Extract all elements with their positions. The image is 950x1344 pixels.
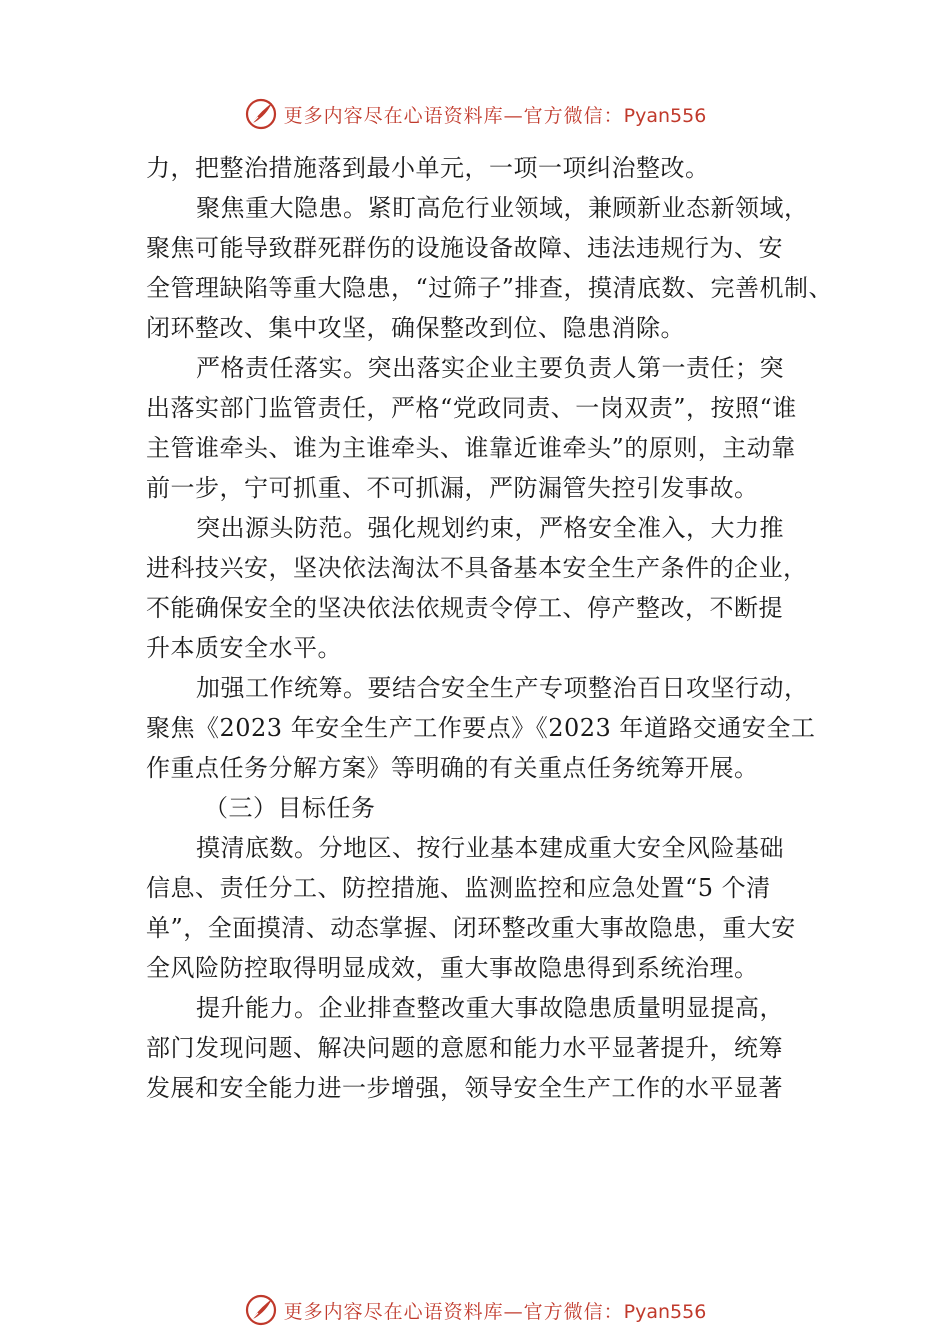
- body-line: 出落实部门监管责任，严格“党政同责、一岗双责”，按照“谁: [146, 394, 797, 422]
- body-line: 突出源头防范。强化规划约束，严格安全准入，大力推: [196, 514, 784, 542]
- body-line: 发展和安全能力进一步增强，领导安全生产工作的水平显著: [146, 1074, 783, 1102]
- body-line: 全管理缺陷等重大隐患，“过筛子”排查，摸清底数、完善机制、: [146, 274, 834, 302]
- watermark-text: 更多内容尽在心语资料库—官方微信：Pyan556: [283, 104, 707, 127]
- header-watermark: [0, 94, 950, 134]
- quill-pen-logo-icon: [244, 1293, 278, 1327]
- body-line: 摸清底数。分地区、按行业基本建成重大安全风险基础: [196, 834, 784, 862]
- body-line: 部门发现问题、解决问题的意愿和能力水平显著提升，统筹: [146, 1034, 783, 1062]
- body-line: 作重点任务分解方案》等明确的有关重点任务统筹开展。: [146, 754, 759, 782]
- body-line: 进科技兴安，坚决依法淘汰不具备基本安全生产条件的企业，: [146, 554, 808, 582]
- body-line: 升本质安全水平。: [146, 634, 342, 662]
- body-line: 单”，全面摸清、动态掌握、闭环整改重大事故隐患，重大安: [146, 914, 796, 942]
- document-body: [146, 148, 846, 1108]
- body-line: 提升能力。企业排查整改重大事故隐患质量明显提高，: [196, 994, 784, 1022]
- body-line: 全风险防控取得明显成效，重大事故隐患得到系统治理。: [146, 954, 759, 982]
- body-line: 信息、责任分工、防控措施、监测监控和应急处置“5 个清: [146, 874, 771, 902]
- body-line: 加强工作统筹。要结合安全生产专项整治百日攻坚行动，: [196, 674, 809, 702]
- body-line: 力，把整治措施落到最小单元，一项一项纠治整改。: [146, 154, 710, 182]
- body-line: 主管谁牵头、谁为主谁牵头、谁靠近谁牵头”的原则，主动靠: [146, 434, 796, 462]
- quill-pen-logo-icon: [244, 97, 278, 131]
- body-line: 闭环整改、集中攻坚，确保整改到位、隐患消除。: [146, 314, 685, 342]
- watermark-text: 更多内容尽在心语资料库—官方微信：Pyan556: [283, 1300, 707, 1323]
- body-line: 不能确保安全的坚决依法依规责令停工、停产整改，不断提: [146, 594, 783, 622]
- watermark-account: Pyan556: [623, 1300, 707, 1323]
- section-heading: （三）目标任务: [204, 794, 376, 822]
- body-line: 聚焦重大隐患。紧盯高危行业领域，兼顾新业态新领域，: [196, 194, 809, 222]
- body-line: 前一步，宁可抓重、不可抓漏，严防漏管失控引发事故。: [146, 474, 759, 502]
- body-line: 聚焦《2023 年安全生产工作要点》《2023 年道路交通安全工: [146, 714, 816, 742]
- watermark-account: Pyan556: [623, 104, 707, 127]
- body-line: 聚焦可能导致群死群伤的设施设备故障、违法违规行为、安: [146, 234, 783, 262]
- footer-watermark: [0, 1290, 950, 1330]
- body-line: 严格责任落实。突出落实企业主要负责人第一责任；突: [196, 354, 784, 382]
